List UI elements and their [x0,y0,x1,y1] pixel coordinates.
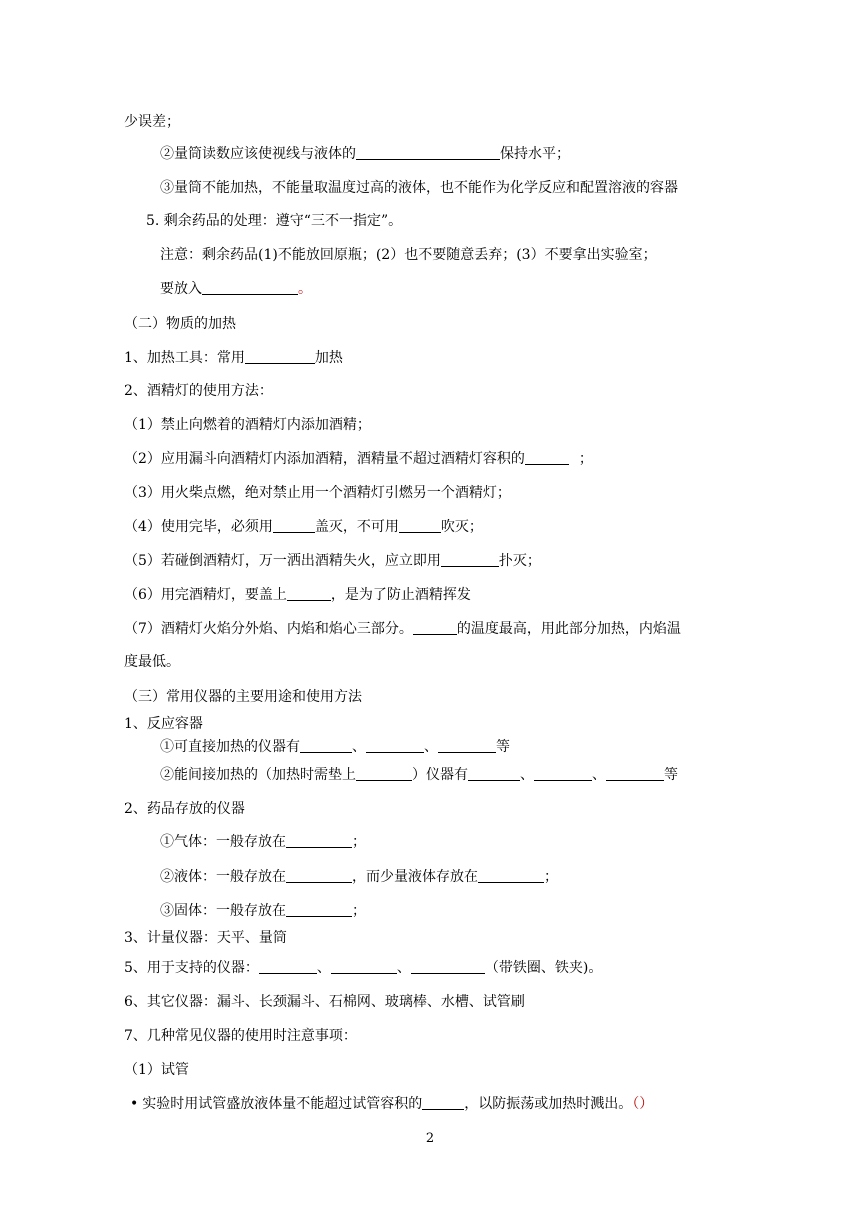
text: ）仪器有 [412,767,468,783]
text: 的温度最高，用此部分加热，内焰温 [456,621,681,637]
text: ②量筒读数应该使视线与液体的 [160,146,356,162]
text: 、 [520,767,534,783]
text: 吹灭； [440,519,483,535]
text: （4）使用完毕，必须用 [124,519,273,535]
text: ①气体：一般存放在 [160,834,286,850]
text: （二）物质的加热 [124,316,236,332]
fill-blank [356,766,412,781]
text: 注意：剩余药品(1)不能放回原瓶；(2）也不要随意丢弃；(3）不要拿出实验室； [160,247,657,263]
text: （） [632,1096,654,1112]
text: ③固体：一般存放在 [160,903,286,919]
text-line [160,901,366,921]
text-line [124,992,525,1012]
page-number: 2 [425,1131,435,1146]
text-line [124,449,593,469]
text: （2）应用漏斗向酒精灯内添加酒精，酒精量不超过酒精灯容积的 [124,451,525,467]
text: ③量筒不能加热，不能量取温度过高的液体，也不能作为化学反应和配置溶液的容器 [160,180,678,196]
text: 6、其它仪器：漏斗、长颈漏斗、石棉网、玻璃棒、水槽、试管刷 [124,994,525,1010]
text: 等 [664,767,678,783]
fill-blank [366,738,424,753]
text: （3）用火柴点燃，绝对禁止用一个酒精灯引燃另一个酒精灯； [124,485,511,501]
text: ； [352,834,366,850]
fill-blank [273,518,315,533]
text: 、 [592,767,606,783]
text: 度最低。 [124,654,180,670]
text: （1）禁止向燃着的酒精灯内添加酒精； [124,417,371,433]
text: ②能间接加热的（加热时需垫上 [160,767,356,783]
text: （7）酒精灯火焰分外焰、内焰和焰心三部分。 [124,621,413,637]
text-line [160,737,510,757]
text-line [124,652,180,672]
fill-blank [286,868,352,883]
text-line [124,799,245,819]
text-line [160,144,570,164]
text-line [124,483,511,503]
fill-blank [286,902,352,917]
text: ； [544,869,558,885]
section-heading [124,314,236,334]
text: ，以防振荡或加热时溅出。 [464,1096,633,1112]
text: 。 [298,281,312,297]
text: 2、药品存放的仪器 [124,801,245,817]
text-line [124,381,273,401]
text: 1、加热工具：常用 [124,350,245,366]
text-line [146,211,402,231]
text: 、 [316,960,331,976]
text: 保持水平； [500,146,570,162]
text: 扑灭； [498,553,541,569]
text: 2、酒精灯的使用方法： [124,383,273,399]
text-line [124,112,180,132]
text: 盖灭，不可用 [314,519,399,535]
text-line [124,415,371,435]
fill-blank [413,620,457,635]
text: （1）试管 [124,1062,189,1078]
text: （5）若碰倒酒精灯，万一洒出酒精失火，应立即用 [124,553,441,569]
fill-blank [525,450,569,465]
text: 、 [396,960,411,976]
fill-blank [468,766,520,781]
text-line [124,714,203,734]
text: ①可直接加热的仪器有 [160,739,300,755]
text-line [124,585,471,605]
fill-blank [286,833,352,848]
text-line [124,517,483,537]
text: ； [352,903,366,919]
fill-blank [287,586,331,601]
fill-blank [411,959,485,974]
text: 5. 剩余药品的处理：遵守“三不一指定”。 [146,213,403,229]
text-line [160,867,558,887]
text-line [124,551,541,571]
text: ，而少量液体存放在 [352,869,478,885]
text: 等 [496,739,510,755]
text: ②液体：一般存放在 [160,869,286,885]
fill-blank [534,766,592,781]
text-line [160,765,678,785]
text: 3、计量仪器：天平、量筒 [124,930,287,946]
text: （6）用完酒精灯，要盖上 [124,587,287,603]
fill-blank [202,280,298,295]
fill-blank [300,738,352,753]
text: 、 [424,739,438,755]
fill-blank [331,959,397,974]
text-line [124,348,343,368]
text-line [124,928,287,948]
text-line [124,958,602,978]
text: 加热 [314,350,343,366]
text: 实验时用试管盛放液体量不能超过试管容积的 [142,1096,423,1112]
fill-blank [422,1095,464,1110]
fill-blank [606,766,664,781]
text: ，是为了防止酒精挥发 [330,587,471,603]
text: 少误差； [124,114,180,130]
text: 要放入 [160,281,202,297]
fill-blank [399,518,441,533]
fill-blank [438,738,496,753]
fill-blank [245,349,315,364]
text-line [160,245,657,265]
bullet-icon: • [130,1096,139,1112]
text: （三）常用仪器的主要用途和使用方法 [124,689,362,705]
fill-blank [259,959,317,974]
text: （带铁圈、铁夹)。 [484,960,603,976]
text: 7、几种常见仪器的使用时注意事项： [124,1028,357,1044]
text: 5、用于支持的仪器： [124,960,259,976]
section-heading [124,687,362,707]
fill-blank [478,868,544,883]
bullet-line [130,1094,653,1114]
fill-blank [441,552,499,567]
fill-blank [356,145,500,160]
text-line [124,1026,357,1046]
text: 、 [352,739,366,755]
text-line [160,832,366,852]
text-line [160,279,312,299]
text: 1、反应容器 [124,716,203,732]
text-line [160,178,678,198]
text-line [124,1060,189,1080]
text-line [124,619,681,639]
text: ； [578,451,593,467]
